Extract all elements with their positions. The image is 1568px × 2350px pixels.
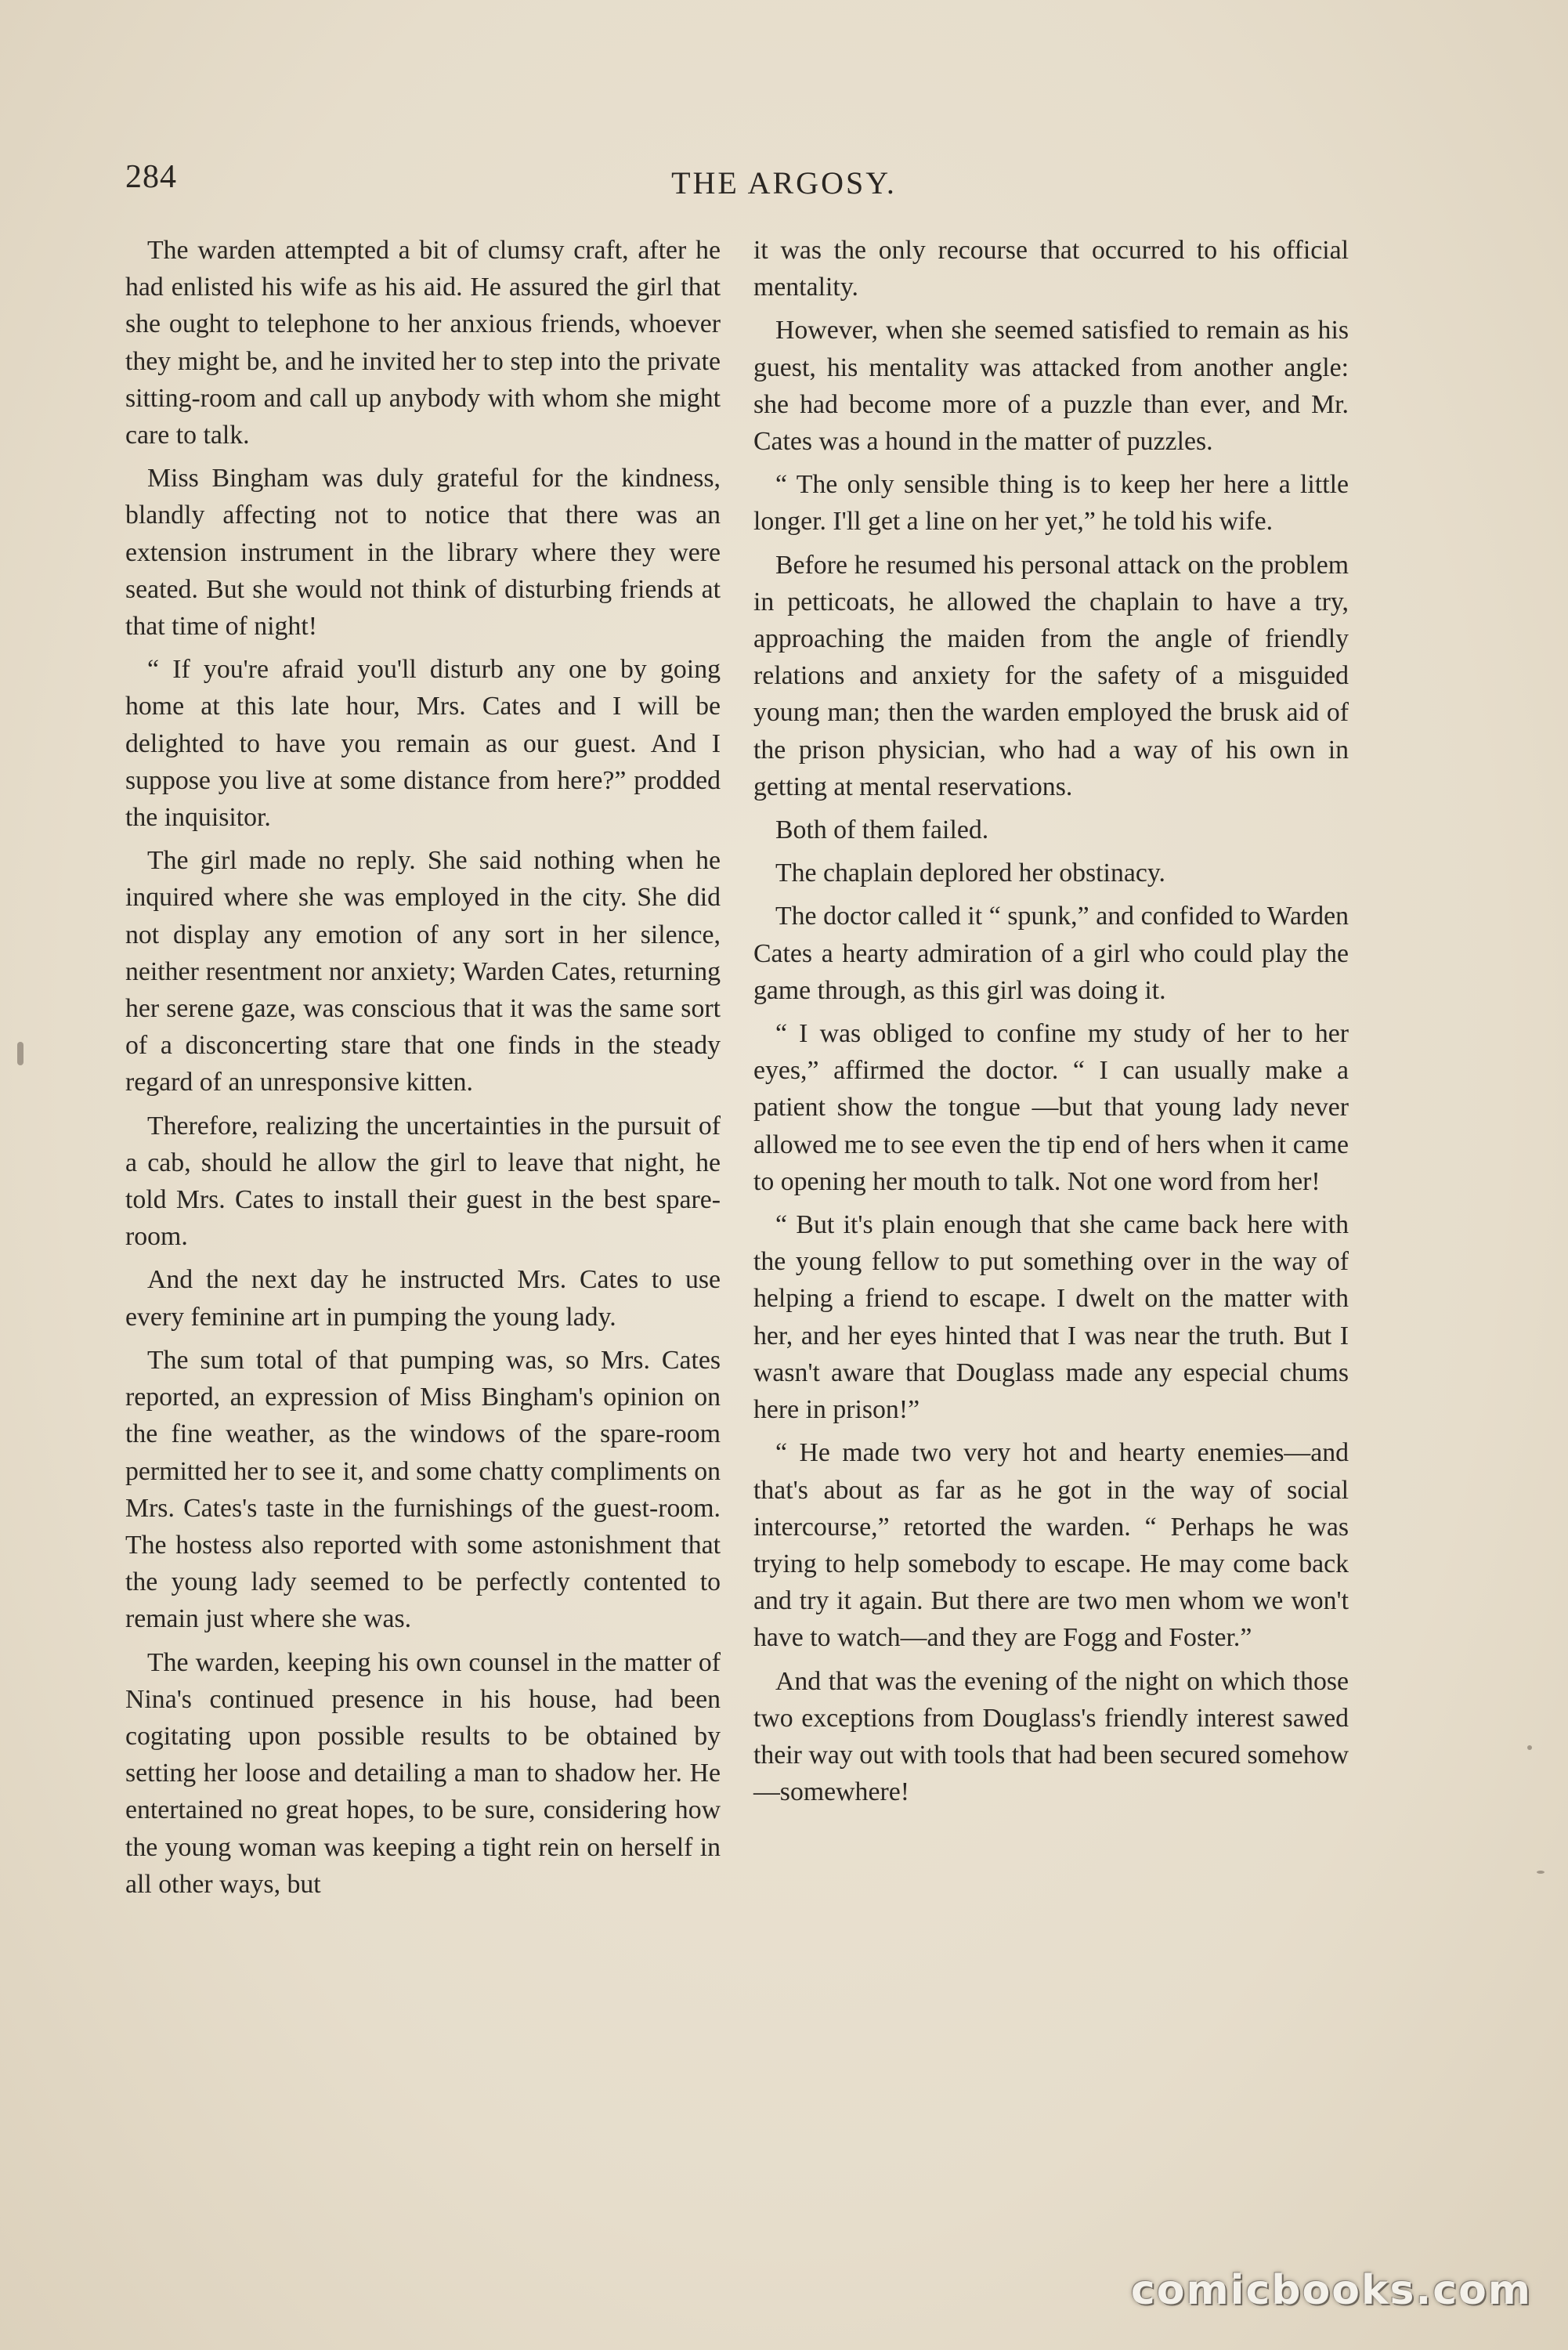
- left-column: [125, 232, 721, 1909]
- paragraph: The chaplain deplored her obstinacy.: [775, 859, 1165, 888]
- site-watermark: comicbooks.com: [1130, 2267, 1532, 2314]
- paragraph: “ He made two very hot and hearty enemies—and that's about as far as he got in the way of social intercourse,” retorted the warden. “ Perhaps he was trying to help somebody to escape. He may come back and try it again. But there are two men whom we won't have to watch—and they are Fogg and Foster.”: [753, 1438, 1349, 1653]
- paragraph: Both of them failed.: [775, 815, 989, 845]
- paragraph: And that was the evening of the night on which those two exceptions from Douglass's friendly interest sawed their way out with tools that had been secured somehow—somewhere!: [753, 1666, 1349, 1807]
- paragraph: The doctor called it “ spunk,” and confided to Warden Cates a hearty admiration of a girl who could play the game through, as this girl was doing it.: [753, 902, 1349, 1005]
- paragraph: “ If you're afraid you'll disturb any one by going home at this late hour, Mrs. Cates and I will be delighted to have you remain as our guest. And I suppose you live at some distance from here?” prodded the inquisitor.: [125, 655, 721, 833]
- running-title: THE ARGOSY.: [671, 165, 897, 201]
- page-speck: [1537, 1871, 1545, 1874]
- paragraph: The warden, keeping his own counsel in the matter of Nina's continued presence in his house, had been cogitating upon possible results to be obtained by setting her loose and detailing a man to shadow her. He entertained no great hopes, to be sure, considering how the young woman was keeping a tight rein on herself in all other ways, but: [125, 1647, 721, 1899]
- paragraph: Before he resumed his personal attack on the problem in petticoats, he allowed the chaplain to have a try, approaching the maiden from the angle of friendly relations and anxiety for the safety of a misguided young man; then the warden employed the brusk aid of the prison physician, who had a way of his own in getting at mental reservations.: [753, 550, 1349, 801]
- right-column: [753, 232, 1349, 1817]
- paragraph: “ I was obliged to confine my study of her to her eyes,” affirmed the doctor. “ I can usually make a patient show the tongue —but that young lady never allowed me to see even the tip end of hers when it came to opening her mouth to talk. Not one word from her!: [753, 1019, 1349, 1196]
- page-number: 284: [125, 159, 177, 195]
- page-speck: [17, 1042, 23, 1065]
- paragraph-continued: it was the only recourse that occurred to his official mentality.: [753, 236, 1349, 302]
- paragraph: “ But it's plain enough that she came back here with the young fellow to put something over in the way of helping a friend to escape. I dwelt on the matter with her, and her eyes hinted that I was near the truth. But I wasn't aware that Douglass made any especial chums here in prison!”: [753, 1210, 1349, 1425]
- paragraph: Therefore, realizing the uncertainties in the pursuit of a cab, should he allow the girl to leave that night, he told Mrs. Cates to install their guest in the best spare-room.: [125, 1111, 721, 1252]
- paragraph: Miss Bingham was duly grateful for the kindness, blandly affecting not to notice that there was an extension instrument in the library where they were seated. But she would not think of disturbing friends at that time of night!: [125, 464, 721, 642]
- page-speck: [1527, 1745, 1532, 1750]
- paragraph: The girl made no reply. She said nothing when he inquired where she was employed in the city. She did not display any emotion of any sort in her silence, neither resentment nor anxiety; Warden Cates, returning her serene gaze, was conscious that it was the same sort of a disconcerting stare that one finds in the steady regard of an unresponsive kitten.: [125, 846, 721, 1097]
- paragraph: “ The only sensible thing is to keep her here a little longer. I'll get a line on her yet,” he told his wife.: [753, 470, 1349, 537]
- paragraph: The warden attempted a bit of clumsy craft, after he had enlisted his wife as his aid. He assured the girl that she ought to telephone to her anxious friends, whoever they might be, and he invited her to step into the private sitting-room and call up anybody with whom she might care to talk.: [125, 236, 721, 450]
- paragraph: However, when she seemed satisfied to remain as his guest, his mentality was attacked from another angle: she had become more of a puzzle than ever, and Mr. Cates was a hound in the matter of puzzles.: [753, 316, 1349, 457]
- paragraph: And the next day he instructed Mrs. Cates to use every feminine art in pumping the young lady.: [125, 1265, 721, 1332]
- paragraph: The sum total of that pumping was, so Mrs. Cates reported, an expression of Miss Bingham's opinion on the fine weather, as the windows of the spare-room permitted her to see it, and some chatty compliments on Mrs. Cates's taste in the furnishings of the guest-room. The hostess also reported with some astonishment that the young lady seemed to be perfectly contented to remain just where she was.: [125, 1345, 721, 1634]
